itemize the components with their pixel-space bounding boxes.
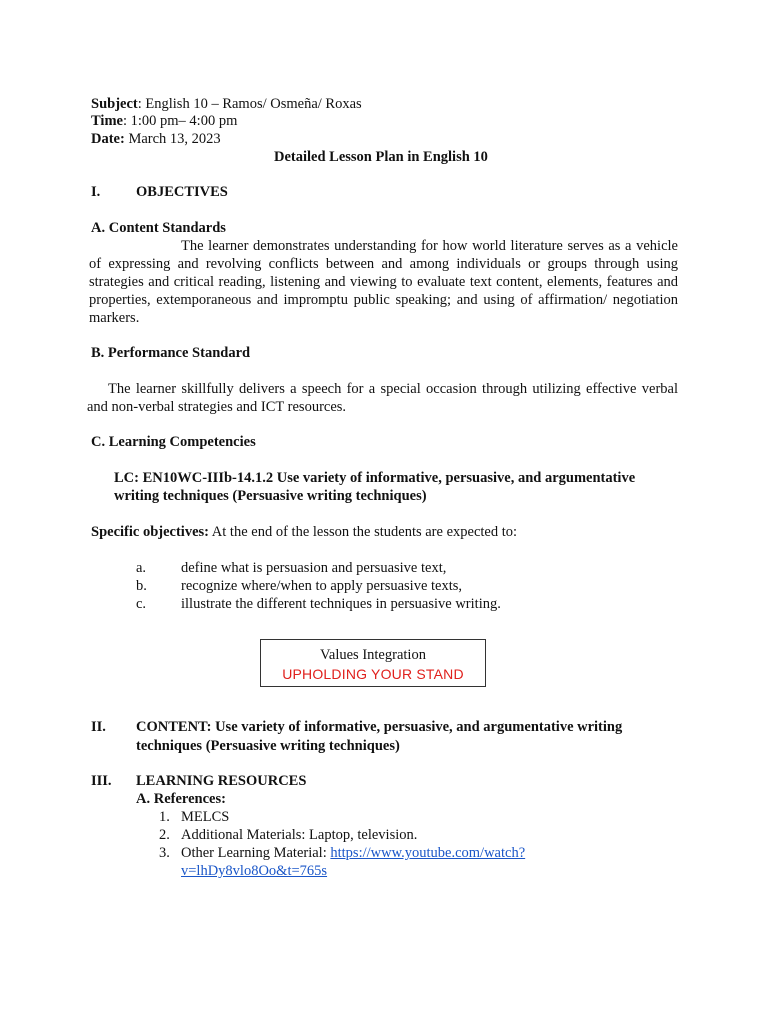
youtube-link-part-2[interactable]: v=lhDy8vlo8Oo&t=765s bbox=[181, 863, 328, 879]
learning-resources-heading: LEARNING RESOURCES bbox=[136, 773, 307, 789]
reference-number-1: 1. bbox=[159, 809, 170, 825]
values-integration-value: UPHOLDING YOUR STAND bbox=[282, 666, 464, 682]
date-label: Date: bbox=[91, 131, 125, 147]
content-line-1: CONTENT: Use variety of informative, persuasive, and argumentative writing bbox=[136, 719, 623, 735]
specific-objectives bbox=[91, 523, 517, 541]
content-line-2: techniques (Persuasive writing techniques) bbox=[136, 738, 400, 754]
date-line bbox=[91, 130, 221, 148]
objective-letter-a: a. bbox=[136, 560, 147, 576]
content-standards-heading: A. Content Standards bbox=[91, 220, 226, 236]
learning-competencies-heading: C. Learning Competencies bbox=[91, 434, 256, 450]
learning-competency-line-2: writing techniques (Persuasive writing techniques) bbox=[114, 488, 427, 504]
reference-item-3-label: Other Learning Material: bbox=[181, 845, 331, 861]
reference-item-2: Additional Materials: Laptop, television. bbox=[181, 827, 418, 843]
section-numeral-content: II. bbox=[91, 719, 106, 735]
objectives-heading: OBJECTIVES bbox=[136, 184, 228, 200]
section-numeral-resources: III. bbox=[91, 773, 112, 789]
references-heading: A. References: bbox=[136, 791, 226, 807]
specific-objectives-text: At the end of the lesson the students are expected to: bbox=[208, 524, 518, 540]
document-title: Detailed Lesson Plan in English 10 bbox=[274, 149, 488, 165]
performance-standard-heading: B. Performance Standard bbox=[91, 345, 251, 361]
objective-item-c: illustrate the different techniques in persuasive writing. bbox=[181, 596, 501, 612]
youtube-link-line-2 bbox=[181, 862, 327, 880]
time-line bbox=[91, 112, 237, 130]
objective-item-a: define what is persuasion and persuasive text, bbox=[181, 560, 447, 576]
section-numeral-objectives: I. bbox=[91, 184, 101, 200]
values-integration-label: Values Integration bbox=[320, 647, 426, 663]
date-value: March 13, 2023 bbox=[124, 131, 221, 147]
content-standards-text: The learner demonstrates understanding for how world literature serves as a vehicle of expressing and revolving conflicts between and among individuals or groups through using strategies and critical reading, listening and viewing to evaluate text content, elements, features and properties, extemporaneous and impromptu public speaking; and using of affirmation/ negotiation markers. bbox=[89, 238, 678, 326]
subject-line bbox=[91, 95, 362, 113]
subject-label: Subject bbox=[91, 96, 138, 112]
learning-competency-line-1: LC: EN10WC-IIIb-14.1.2 Use variety of informative, persuasive, and argumentative bbox=[114, 470, 636, 486]
time-value: : 1:00 pm– 4:00 pm bbox=[122, 113, 238, 129]
reference-item-3 bbox=[181, 844, 525, 862]
performance-standard-text: The learner skillfully delivers a speech for a special occasion through utilizing effective verbal and non-verbal strategies and ICT resources. bbox=[87, 381, 678, 415]
values-integration-box bbox=[260, 639, 486, 687]
objective-letter-c: c. bbox=[136, 596, 147, 612]
youtube-link-part-1[interactable]: https://www.youtube.com/watch? bbox=[330, 845, 526, 861]
objective-letter-b: b. bbox=[136, 578, 147, 594]
reference-item-1: MELCS bbox=[181, 809, 230, 825]
time-label: Time bbox=[91, 113, 123, 129]
reference-number-2: 2. bbox=[159, 827, 170, 843]
specific-objectives-label: Specific objectives: bbox=[91, 524, 209, 540]
objective-item-b: recognize where/when to apply persuasive texts, bbox=[181, 578, 463, 594]
subject-value: : English 10 – Ramos/ Osmeña/ Roxas bbox=[137, 96, 362, 112]
reference-number-3: 3. bbox=[159, 845, 170, 861]
